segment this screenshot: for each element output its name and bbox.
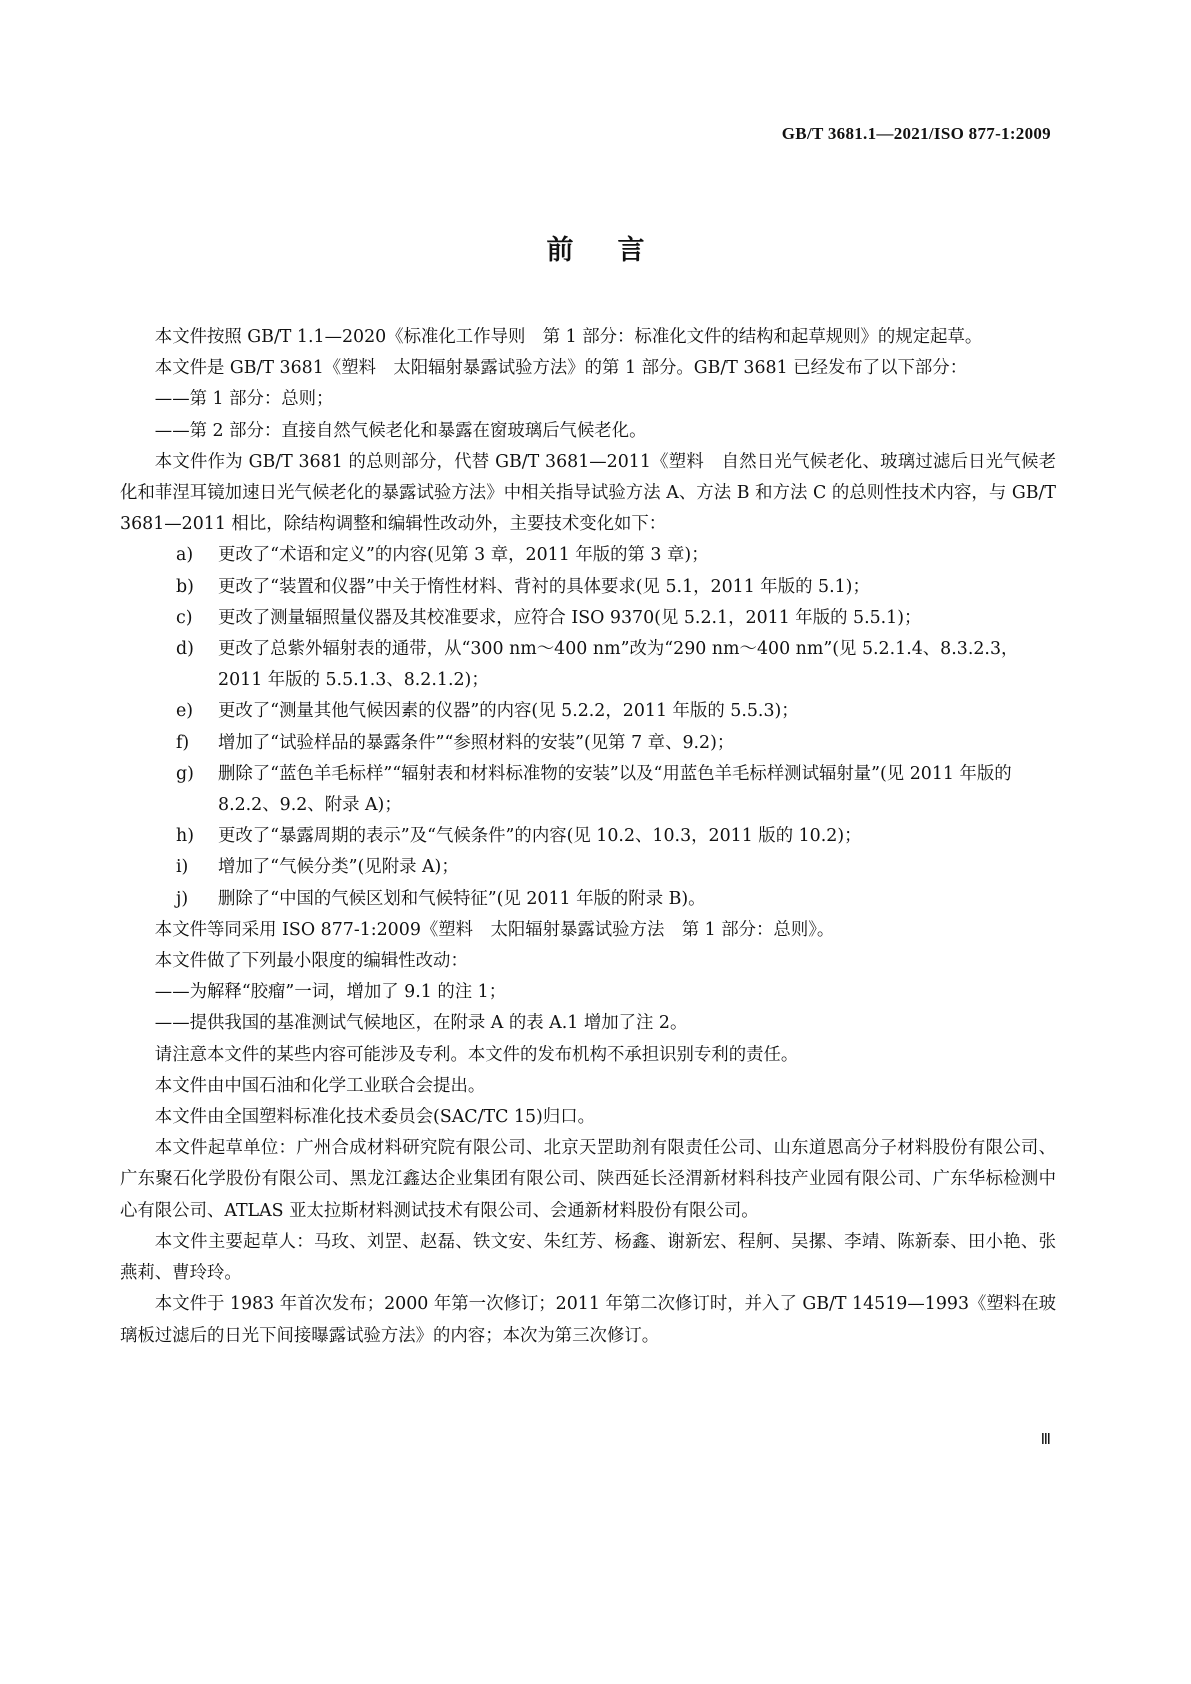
change-item <box>120 759 1056 821</box>
paragraph-history: 本文件于 1983 年首次发布；2000 年第一次修订；2011 年第二次修订时，并入了 GB/T 14519—1993《塑料在玻璃板过滤后的日光下间接曝露试验方法》的内容；本次为第三次修订。 <box>120 1294 1056 1346</box>
change-item-text: 更改了“装置和仪器”中关于惰性材料、背衬的具体要求(见 5.1，2011 年版的 5.1)； <box>218 576 870 597</box>
page-number: Ⅲ <box>1040 1432 1051 1448</box>
change-item-text: 删除了“蓝色羊毛标样”“辐射表和材料标准物的安装”以及“用蓝色羊毛标样测试辐射量”(见 2011 年版的 8.2.2、9.2、附录 A)； <box>218 763 1012 816</box>
paragraph-drafting-units: 本文件起草单位：广州合成材料研究院有限公司、北京天罡助剂有限责任公司、山东道恩高分子材料股份有限公司、广东聚石化学股份有限公司、黑龙江鑫达企业集团有限公司、陕西延长泾渭新材料科技产业园有限公司、广东华标检测中心有限公司、ATLAS 亚太拉斯材料测试技术有限公司、会通新材料股份有限公司。 <box>120 1138 1056 1221</box>
standard-code: GB/T 3681.1—2021/ISO 877-1:2009 <box>781 124 1051 143</box>
change-item <box>120 821 1056 852</box>
change-item-text: 删除了“中国的气候区划和气候特征”(见 2011 年版的附录 B)。 <box>218 888 706 909</box>
page-title: 前言 <box>546 235 689 266</box>
change-item-text: 增加了“气候分类”(见附录 A)； <box>218 857 459 878</box>
change-item-label: f) <box>176 732 190 753</box>
paragraph-replacement: 本文件作为 GB/T 3681 的总则部分，代替 GB/T 3681—2011《塑料 自然日光气候老化、玻璃过滤后日光气候老化和菲涅耳镜加速日光气候老化的暴露试验方法》中相关指导试验方法 A、方法 B 和方法 C 的总则性技术内容，与 GB/T 3681—2011 相比，除结构调整和编辑性改动外，主要技术变化如下： <box>120 451 1056 535</box>
change-item <box>120 603 1056 634</box>
change-item <box>120 884 1056 915</box>
change-item-label: e) <box>176 701 194 722</box>
change-item <box>120 696 1056 727</box>
paragraph-iso-adoption: 本文件等同采用 ISO 877-1:2009《塑料 太阳辐射暴露试验方法 第 1 部分：总则》。 <box>154 919 835 940</box>
change-item <box>120 540 1056 571</box>
paragraph-patent-notice: 请注意本文件的某些内容可能涉及专利。本文件的发布机构不承担识别专利的责任。 <box>154 1044 799 1065</box>
paragraph-drafting-rules: 本文件按照 GB/T 1.1—2020《标准化工作导则 第 1 部分：标准化文件的结构和起草规则》的规定起草。 <box>154 327 983 347</box>
change-item-text: 更改了“暴露周期的表示”及“气候条件”的内容(见 10.2、10.3，2011 版的 10.2)； <box>218 826 862 847</box>
paragraph-drafters: 本文件主要起草人：马玫、刘罡、赵磊、铁文安、朱红芳、杨鑫、谢新宏、程舸、吴摞、李靖、陈新泰、田小艳、张燕莉、曹玲玲。 <box>120 1231 1056 1284</box>
paragraph-proposer: 本文件由中国石油和化学工业联合会提出。 <box>154 1075 486 1096</box>
change-item-text: 更改了测量辐照量仪器及其校准要求，应符合 ISO 9370(见 5.2.1，2011 年版的 5.5.1)； <box>218 607 922 628</box>
dash-item-part1: ——第 1 部分：总则； <box>154 389 334 410</box>
change-item-text: 增加了“试验样品的暴露条件”“参照材料的安装”(见第 7 章、9.2)； <box>218 732 735 753</box>
change-item-text: 更改了“测量其他气候因素的仪器”的内容(见 5.2.2，2011 年版的 5.5.3)； <box>218 701 799 722</box>
change-item-label: a) <box>176 545 194 566</box>
change-item-label: b) <box>176 576 194 597</box>
foreword-body <box>120 322 1056 1352</box>
change-item <box>120 852 1056 883</box>
paragraph-editorial-changes: 本文件做了下列最小限度的编辑性改动： <box>154 951 468 972</box>
change-item <box>120 634 1056 696</box>
change-item-text: 更改了“术语和定义”的内容(见第 3 章，2011 年版的第 3 章)； <box>218 545 709 566</box>
change-item-label: j) <box>176 888 189 909</box>
change-item-label: i) <box>176 857 189 878</box>
change-item <box>120 572 1056 603</box>
dash-item-note1: ——为解释“胶瘤”一词，增加了 9.1 的注 1； <box>154 982 507 1003</box>
paragraph-series-parts: 本文件是 GB/T 3681《塑料 太阳辐射暴露试验方法》的第 1 部分。GB/T 3681 已经发布了以下部分： <box>154 358 968 379</box>
change-item-text: 更改了总紫外辐射表的通带，从“300 nm～400 nm”改为“290 nm～400 nm”(见 5.2.1.4、8.3.2.3，2011 年版的 5.5.1.3、8.2.1.2)； <box>218 639 1019 691</box>
dash-item-note2: ——提供我国的基准测试气候地区，在附录 A 的表 A.1 增加了注 2。 <box>154 1013 688 1034</box>
change-item-label: h) <box>176 826 194 847</box>
change-item <box>120 728 1056 759</box>
change-item-label: d) <box>176 639 194 660</box>
dash-item-part2: ——第 2 部分：直接自然气候老化和暴露在窗玻璃后气候老化。 <box>154 420 647 441</box>
paragraph-committee: 本文件由全国塑料标准化技术委员会(SAC/TC 15)归口。 <box>154 1107 595 1128</box>
change-item-label: c) <box>176 607 193 628</box>
change-item-label: g) <box>176 763 194 784</box>
